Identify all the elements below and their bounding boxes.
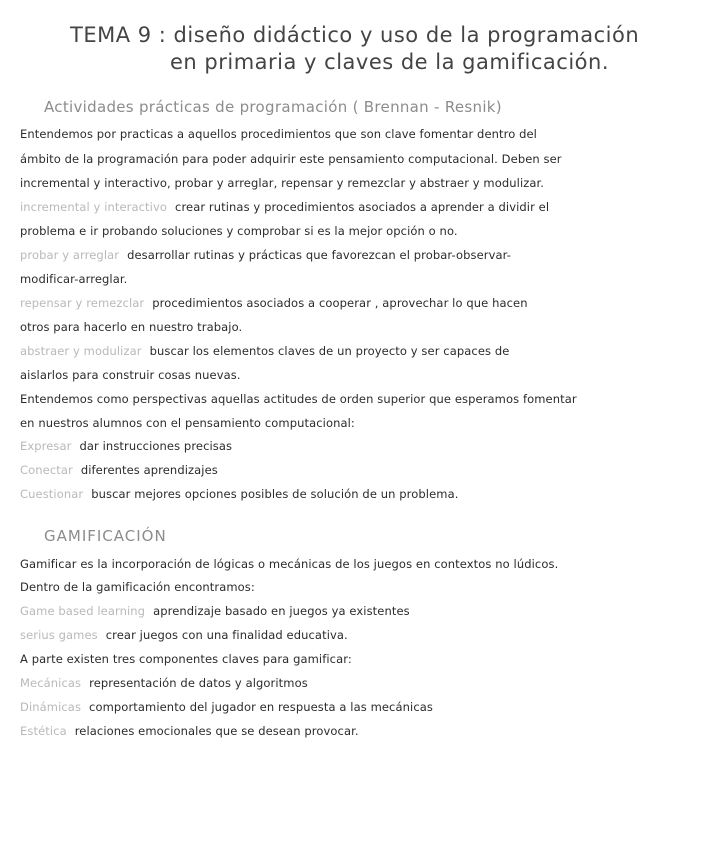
intro-line: ámbito de la programación para poder adquirir este pensamiento computacional. Deben ser [20, 152, 562, 166]
component-term: Dinámicas [20, 700, 82, 714]
perspective-text: diferentes aprendizajes [80, 463, 218, 477]
component-item [20, 699, 700, 715]
component-term: Estética [20, 724, 67, 738]
perspective-text: buscar mejores opciones posibles de solución de un problema. [91, 487, 459, 501]
title-line-2: en primaria y claves de la gamificación. [170, 50, 610, 74]
practice-text: procedimientos asociados a cooperar , aprovechar lo que hacen [152, 296, 528, 310]
page-title [70, 22, 700, 76]
perspectives-intro: Entendemos como perspectivas aquellas actitudes de orden superior que esperamos fomentar [20, 392, 577, 406]
practice-item [20, 295, 700, 311]
practice-text: buscar los elementos claves de un proyecto y ser capaces de [149, 344, 510, 358]
gamification-type [20, 603, 700, 619]
practice-term: incremental y interactivo [20, 200, 168, 214]
section-heading-gamificacion: GAMIFICACIÓN [44, 527, 167, 545]
type-term: serius games [20, 628, 98, 642]
gamification-intro: Gamificar es la incorporación de lógicas o mecánicas de los juegos en contextos no lúdicos. [20, 557, 559, 571]
perspective-term: Cuestionar [20, 487, 84, 501]
type-term: Game based learning [20, 604, 146, 618]
section-heading-practicas: Actividades prácticas de programación ( Brennan - Resnik) [44, 98, 502, 116]
practice-term: probar y arreglar [20, 248, 120, 262]
practice-term: abstraer y modulizar [20, 344, 142, 358]
perspective-item [20, 462, 700, 478]
perspective-term: Conectar [20, 463, 73, 477]
practice-item [20, 343, 700, 359]
type-text: crear juegos con una finalidad educativa. [105, 628, 348, 642]
component-text: relaciones emocionales que se desean provocar. [74, 724, 359, 738]
component-item [20, 723, 700, 739]
practice-cont: aislarlos para construir cosas nuevas. [20, 368, 241, 382]
perspective-item [20, 486, 700, 502]
component-text: representación de datos y algoritmos [89, 676, 308, 690]
gamification-intro: Dentro de la gamificación encontramos: [20, 580, 255, 594]
intro-line: incremental y interactivo, probar y arreglar, repensar y remezclar y abstraer y modulizar. [20, 176, 545, 190]
component-text: comportamiento del jugador en respuesta a las mecánicas [89, 700, 433, 714]
practice-cont: otros para hacerlo en nuestro trabajo. [20, 320, 243, 334]
title-line-1: TEMA 9 : diseño didáctico y uso de la programación [70, 23, 640, 47]
type-text: aprendizaje basado en juegos ya existentes [153, 604, 410, 618]
practice-text: desarrollar rutinas y prácticas que favorezcan el probar-observar- [127, 248, 511, 262]
gamification-type [20, 627, 700, 643]
practice-item [20, 247, 700, 263]
component-term: Mecánicas [20, 676, 82, 690]
practice-term: repensar y remezclar [20, 296, 145, 310]
practice-cont: modificar-arreglar. [20, 272, 128, 286]
practice-item [20, 199, 700, 215]
practice-cont: problema e ir probando soluciones y comprobar si es la mejor opción o no. [20, 224, 458, 238]
components-intro: A parte existen tres componentes claves para gamificar: [20, 652, 352, 666]
component-item [20, 675, 700, 691]
perspective-text: dar instrucciones precisas [79, 439, 233, 453]
perspectives-intro: en nuestros alumnos con el pensamiento computacional: [20, 416, 355, 430]
perspective-item [20, 438, 700, 454]
intro-line: Entendemos por practicas a aquellos procedimientos que son clave fomentar dentro del [20, 127, 537, 141]
perspective-term: Expresar [20, 439, 72, 453]
practice-text: crear rutinas y procedimientos asociados a aprender a dividir el [175, 200, 550, 214]
